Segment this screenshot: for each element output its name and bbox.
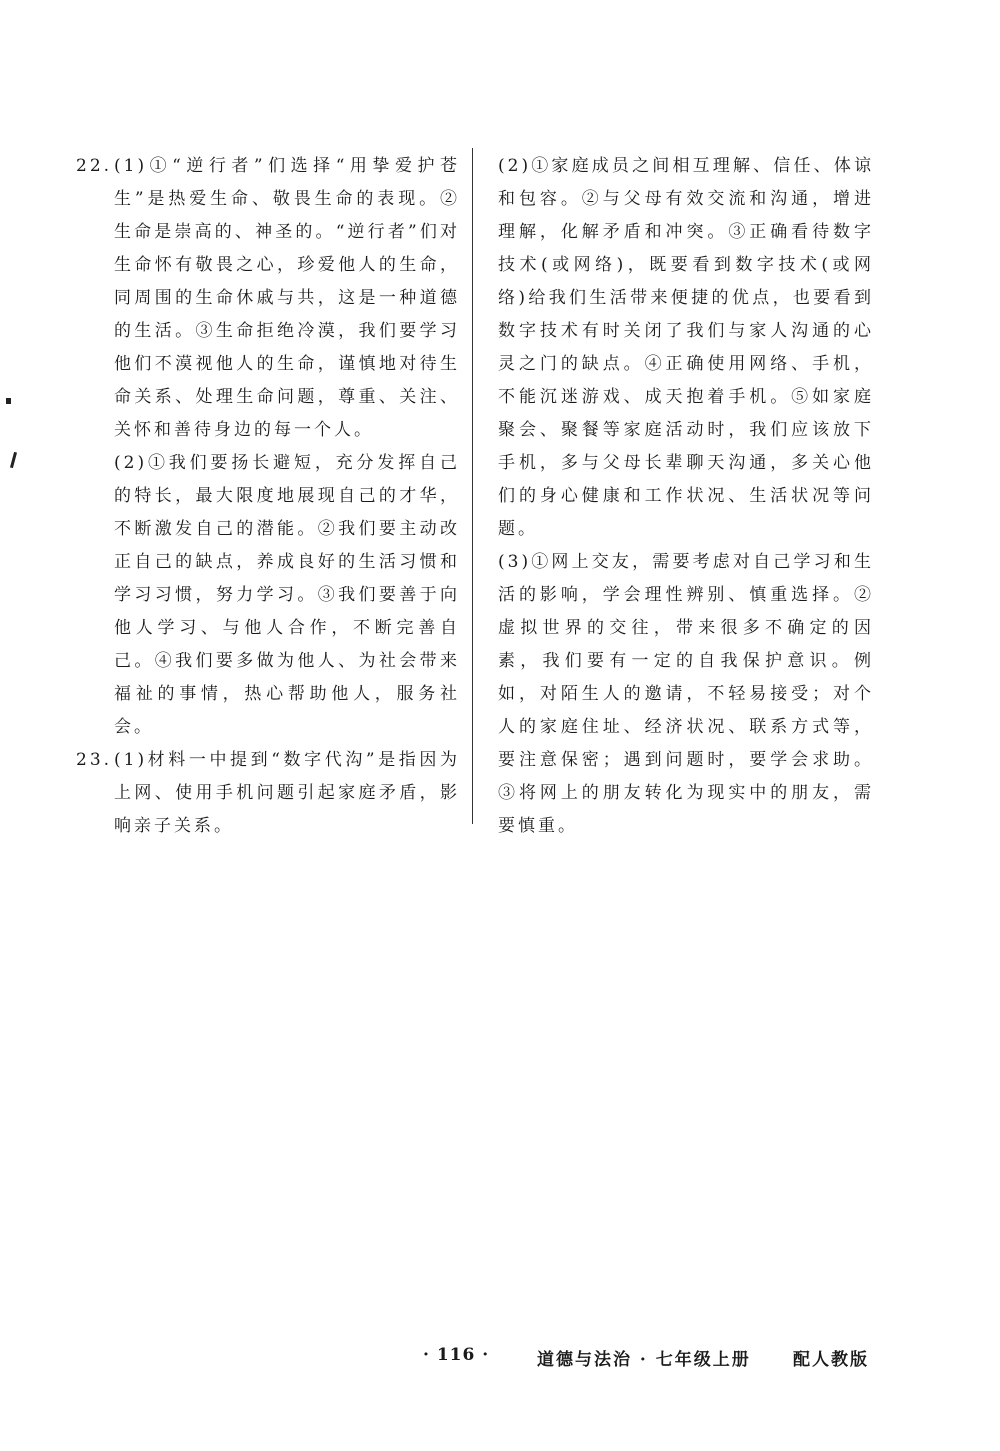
question-22 <box>76 150 460 744</box>
question-22-part-2: (2)①我们要扬长避短，充分发挥自己的特长，最大限度地展现自己的才华，不断激发自己的潜能。②我们要主动改正自己的缺点，养成良好的生活习惯和学习习惯，努力学习。③我们要善于向他人学习、与他人合作，不断完善自己。④我们要多做为他人、为社会带来福祉的事情，热心帮助他人，服务社会。 <box>114 453 460 737</box>
scan-mark-stroke <box>10 452 17 468</box>
question-22-part-1: (1)①“逆行者”们选择“用挚爱护苍生”是热爱生命、敬畏生命的表现。②生命是崇高的、神圣的。“逆行者”们对生命怀有敬畏之心，珍爱他人的生命，同周围的生命休戚与共，这是一种道德的生活。③生命拒绝冷漠，我们要学习他们不漠视他人的生命，谨慎地对待生命关系、处理生命问题，尊重、关注、关怀和善待身边的每一个人。 <box>114 156 460 440</box>
left-column <box>76 150 460 843</box>
book-title: 道德与法治 · 七年级上册 <box>537 1350 751 1370</box>
question-22-number: 22. <box>76 156 113 176</box>
question-23-part-1: (1)材料一中提到“数字代沟”是指因为上网、使用手机问题引起家庭矛盾，影响亲子关系。 <box>114 750 460 836</box>
page-number: · 116 · <box>423 1345 490 1365</box>
question-23-number: 23. <box>76 750 113 770</box>
question-23-part-3: (3)①网上交友，需要考虑对自己学习和生活的影响，学会理性辨别、慎重选择。②虚拟世界的交往，带来很多不确定的因素，我们要有一定的自我保护意识。例如，对陌生人的邀请，不轻易接受；对个人的家庭住址、经济状况、联系方式等，要注意保密；遇到问题时，要学会求助。③将网上的朋友转化为现实中的朋友，需要慎重。 <box>498 552 874 836</box>
question-23 <box>76 744 460 843</box>
scan-mark-dot <box>6 398 11 404</box>
page-footer <box>0 1345 1000 1375</box>
edition-label: 配人教版 <box>793 1350 869 1370</box>
right-column <box>488 150 874 843</box>
column-divider <box>472 148 473 824</box>
question-23-part-2: (2)①家庭成员之间相互理解、信任、体谅和包容。②与父母有效交流和沟通，增进理解，化解矛盾和冲突。③正确看待数字技术(或网络)，既要看到数字技术(或网络)给我们生活带来便捷的优点，也要看到数字技术有时关闭了我们与家人沟通的心灵之门的缺点。④正确使用网络、手机，不能沉迷游戏、成天抱着手机。⑤如家庭聚会、聚餐等家庭活动时，我们应该放下手机，多与父母长辈聊天沟通，多关心他们的身心健康和工作状况、生活状况等问题。 <box>498 156 874 539</box>
